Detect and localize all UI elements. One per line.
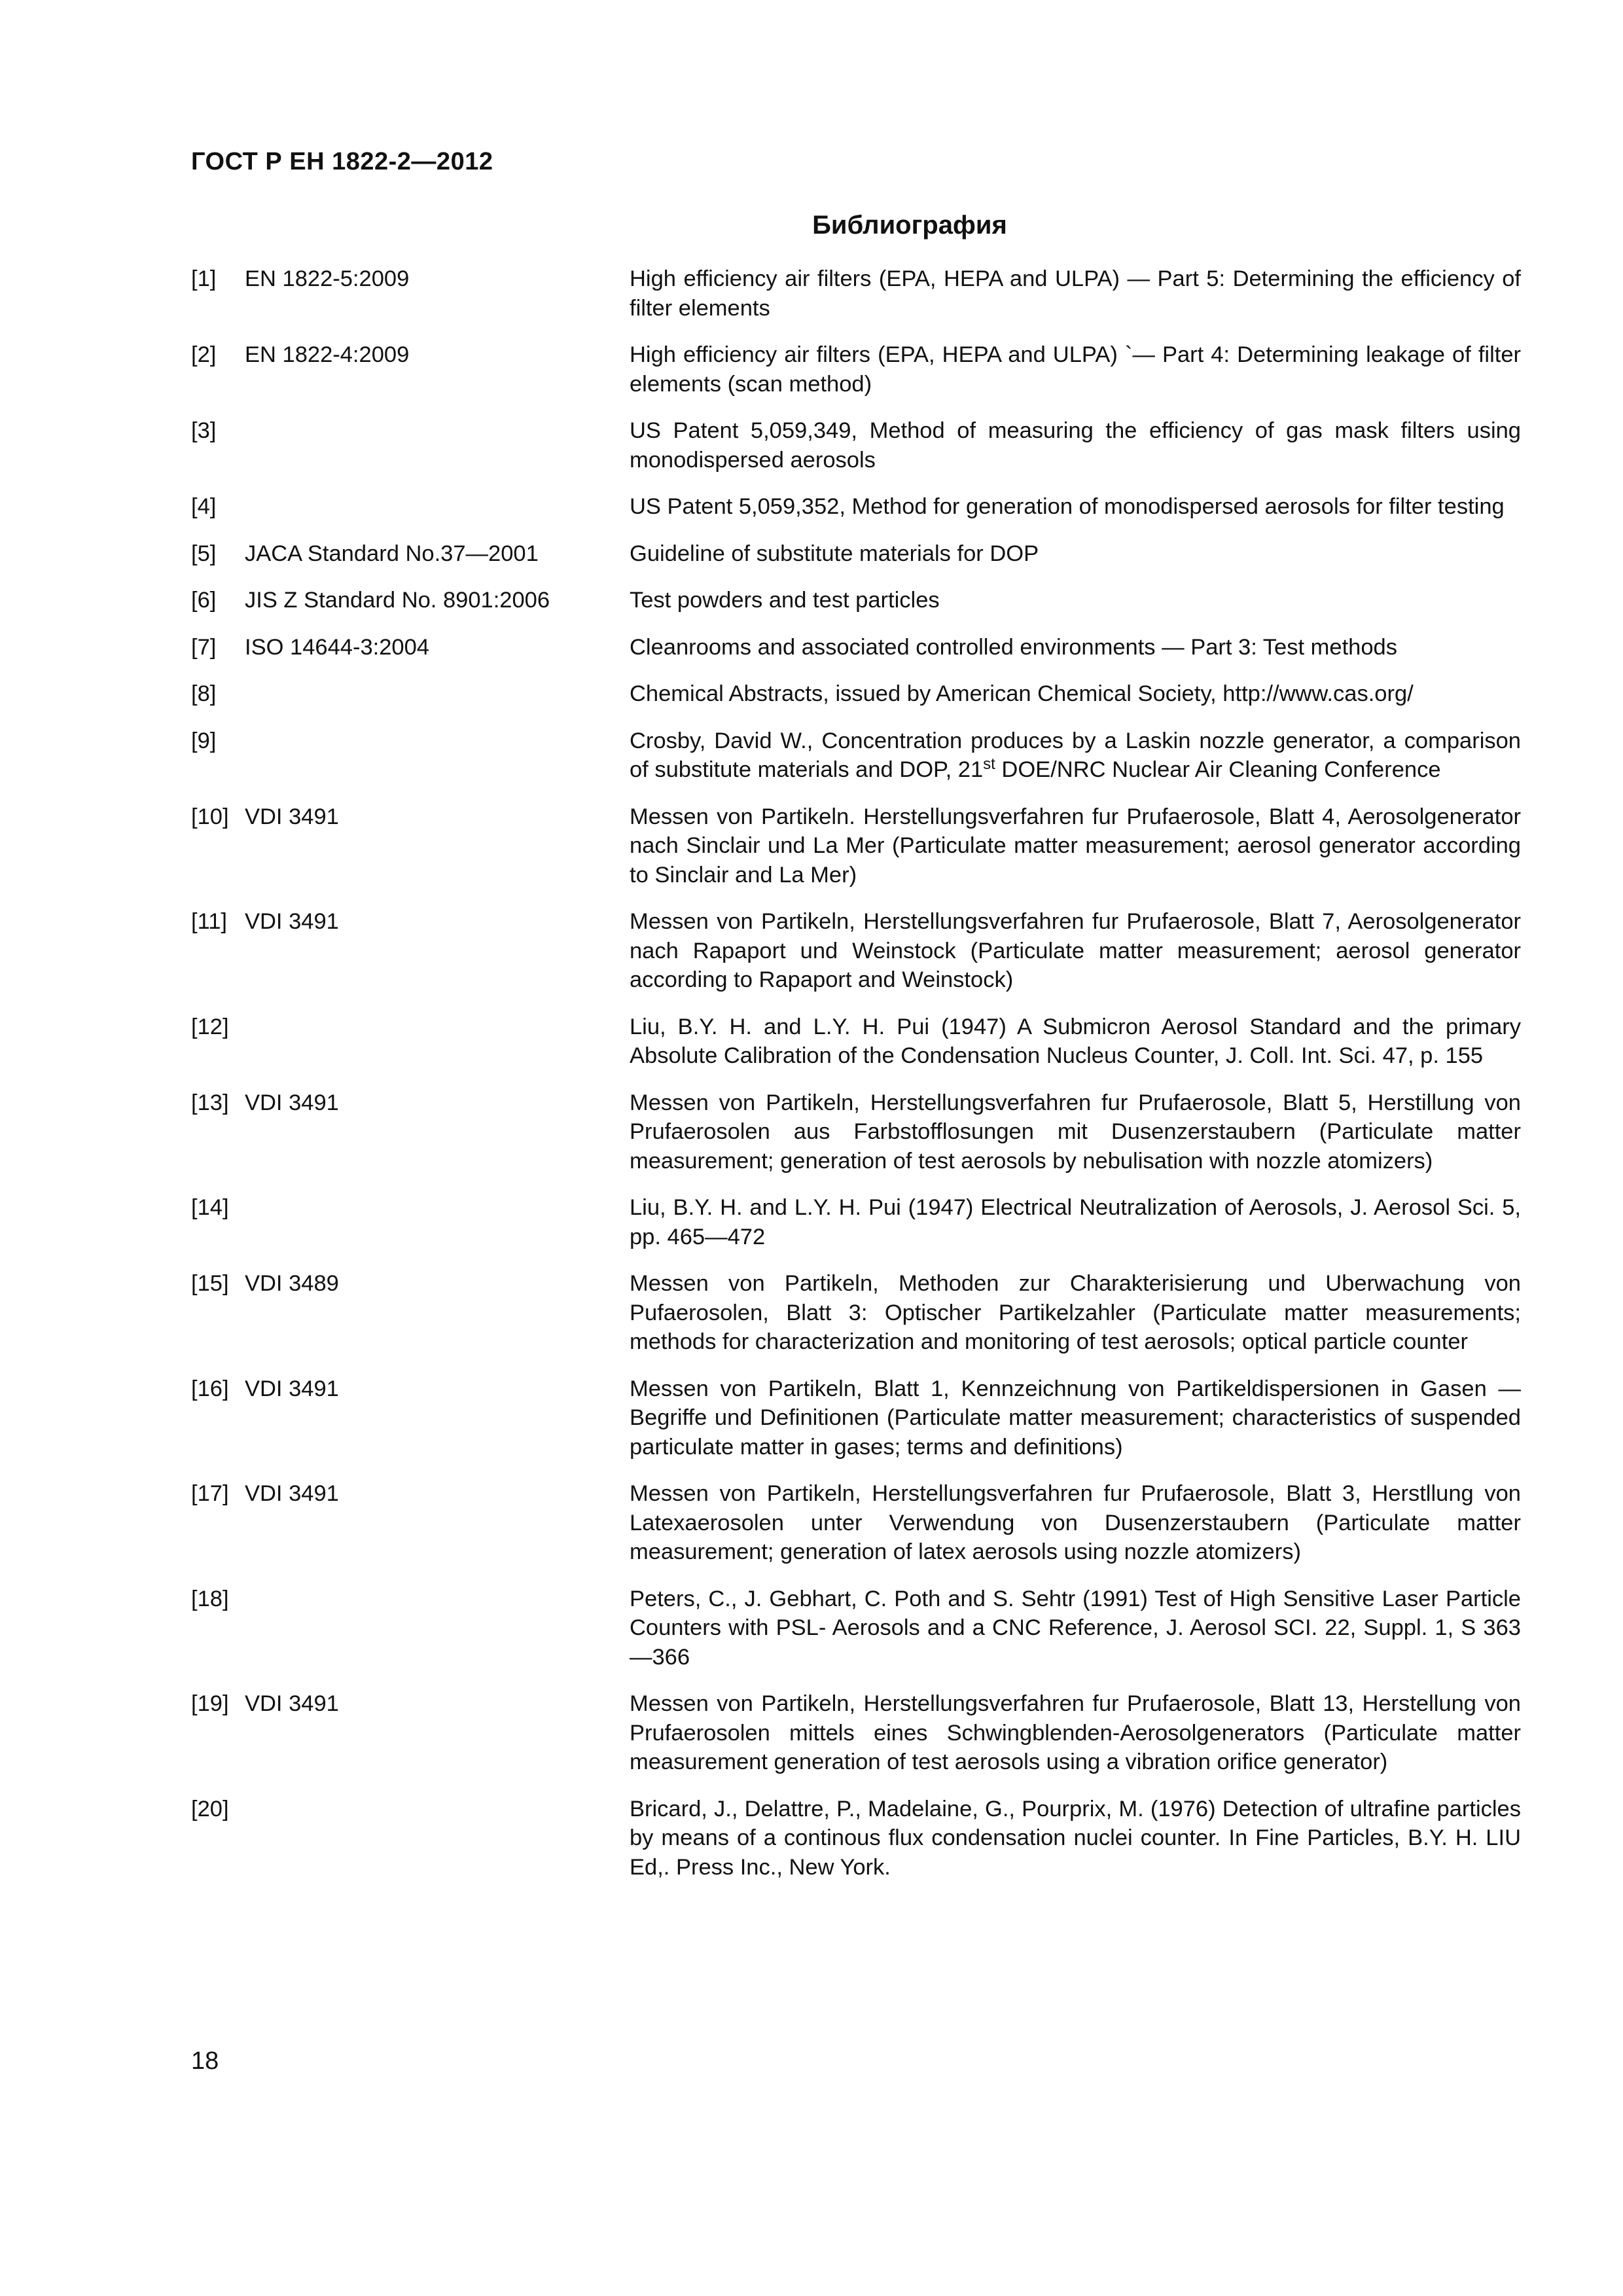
bibliography-entry: [191, 492, 1521, 522]
entry-description: Messen von Partikeln, Blatt 1, Kennzeichnung von Partikeldispersionen in Gasen — Begriffe und Definitionen (Particulate matter measurement; characteristics of suspended particulate matter in gases; terms and definitions): [630, 1376, 1521, 1460]
entry-number: [7]: [191, 634, 217, 660]
entry-number: [18]: [191, 1586, 229, 1611]
bibliography-entry: [191, 907, 1521, 995]
bibliography-list: [191, 264, 1521, 1899]
entry-standard: VDI 3491: [245, 1691, 339, 1716]
page-number: 18: [191, 2047, 219, 2075]
entry-standard: [245, 1795, 630, 1882]
bibliography-entry: [191, 1374, 1521, 1462]
bibliography-title: Библиография: [812, 211, 1007, 240]
entry-description-part: DOE/NRC Nuclear Air Cleaning Conference: [995, 757, 1441, 782]
entry-standard: VDI 3491: [245, 1481, 339, 1506]
bibliography-entry: [191, 586, 1521, 615]
entry-standard: JIS Z Standard No. 8901:2006: [245, 588, 550, 613]
entry-standard: [245, 726, 630, 785]
bibliography-entry: [191, 1269, 1521, 1357]
entry-standard: [245, 416, 630, 475]
entry-number: [12]: [191, 1014, 229, 1039]
entry-standard: [245, 1585, 630, 1672]
entry-number: [6]: [191, 588, 217, 613]
entry-standard: EN 1822-4:2009: [245, 342, 410, 367]
entry-standard: VDI 3491: [245, 1090, 339, 1115]
entry-description: [630, 726, 1521, 785]
entry-description: High efficiency air filters (EPA, HEPA and ULPA) — Part 5: Determining the efficiency of filter elements: [630, 266, 1521, 321]
entry-description: Peters, C., J. Gebhart, C. Poth and S. Sehtr (1991) Test of High Sensitive Laser Particle Counters with PSL- Aerosols and a CNC Reference, J. Aerosol SCI. 22, Suppl. 1, S 363—366: [630, 1586, 1521, 1670]
entry-number: [16]: [191, 1376, 229, 1401]
entry-description: Messen von Partikeln, Herstellungsverfahren fur Prufaerosole, Blatt 3, Herstllung von Latexaerosolen unter Verwendung von Dusenzerstaubern (Particulate matter measurement; generation of latex aerosols using nozzle atomizers): [630, 1481, 1521, 1564]
entry-description: Cleanrooms and associated controlled environments — Part 3: Test methods: [630, 634, 1397, 660]
entry-number: [4]: [191, 494, 217, 519]
entry-description: Messen von Partikeln. Herstellungsverfahren fur Prufaerosole, Blatt 4, Aerosolgenerator nach Sinclair und La Mer (Particulate matter measurement; aerosol generator according to Sinclair and La Mer): [630, 804, 1521, 888]
ordinal-superscript: st: [983, 755, 995, 773]
entry-description: Messen von Partikeln, Herstellungsverfahren fur Prufaerosole, Blatt 7, Aerosolgenerator nach Rapaport und Weinstock (Particulate matter measurement; aerosol generator according to Rapaport and Weinstock): [630, 909, 1521, 992]
entry-number: [8]: [191, 681, 217, 706]
bibliography-entry: [191, 1689, 1521, 1777]
entry-number: [17]: [191, 1481, 229, 1506]
bibliography-entry: [191, 1193, 1521, 1251]
entry-number: [20]: [191, 1796, 229, 1821]
entry-description: US Patent 5,059,349, Method of measuring the efficiency of gas mask filters using monodispersed aerosols: [630, 418, 1521, 473]
bibliography-entry: [191, 1585, 1521, 1672]
entry-standard: VDI 3491: [245, 1376, 339, 1401]
bibliography-entry: [191, 416, 1521, 475]
bibliography-entry: [191, 340, 1521, 399]
bibliography-entry: [191, 1013, 1521, 1071]
entry-standard: [245, 1193, 630, 1251]
entry-description: Messen von Partikeln, Methoden zur Charakterisierung und Uberwachung von Pufaerosolen, Blatt 3: Optischer Partikelzahler (Particulate matter measurements; methods for characterization and monitoring of test aerosols; optical particle counter: [630, 1271, 1521, 1354]
document-code-header: ГОСТ Р ЕН 1822-2—2012: [191, 148, 493, 175]
entry-number: [1]: [191, 266, 217, 291]
entry-standard: VDI 3491: [245, 804, 339, 829]
entry-description: US Patent 5,059,352, Method for generation of monodispersed aerosols for filter testing: [630, 494, 1505, 519]
entry-number: [2]: [191, 342, 217, 367]
bibliography-entry: [191, 679, 1521, 709]
entry-number: [3]: [191, 418, 217, 443]
entry-number: [14]: [191, 1195, 229, 1220]
entry-number: [15]: [191, 1271, 229, 1296]
entry-description: High efficiency air filters (EPA, HEPA and ULPA) `— Part 4: Determining leakage of filter elements (scan method): [630, 342, 1521, 397]
entry-description: Test powders and test particles: [630, 588, 940, 613]
entry-number: [10]: [191, 804, 229, 829]
entry-description: Liu, B.Y. H. and L.Y. H. Pui (1947) A Submicron Aerosol Standard and the primary Absolute Calibration of the Condensation Nucleus Counter, J. Coll. Int. Sci. 47, p. 155: [630, 1014, 1521, 1068]
entry-standard: JACA Standard No.37—2001: [245, 541, 539, 566]
entry-number: [11]: [191, 909, 227, 934]
bibliography-entry: [191, 633, 1521, 662]
bibliography-entry: [191, 802, 1521, 890]
entry-description: Chemical Abstracts, issued by American Chemical Society, http://www.cas.org/: [630, 681, 1414, 706]
entry-standard: [245, 1013, 630, 1071]
entry-number: [13]: [191, 1090, 229, 1115]
entry-number: [9]: [191, 728, 217, 753]
bibliography-entry: [191, 539, 1521, 569]
entry-description-part: Crosby, David W., Concentration produces by a Laskin nozzle generator, a comparison of substitute materials and DOP, 21: [630, 728, 1521, 782]
entry-standard: [245, 492, 630, 522]
entry-number: [5]: [191, 541, 217, 566]
entry-standard: [245, 679, 630, 709]
entry-description: Liu, B.Y. H. and L.Y. H. Pui (1947) Electrical Neutralization of Aerosols, J. Aerosol Sci. 5, pp. 465—472: [630, 1195, 1521, 1249]
entry-standard: VDI 3491: [245, 909, 339, 934]
entry-description: Guideline of substitute materials for DOP: [630, 541, 1039, 566]
bibliography-entry: [191, 264, 1521, 323]
entry-description: Messen von Partikeln, Herstellungsverfahren fur Prufaerosole, Blatt 13, Herstellung von Prufaerosolen mittels eines Schwingblenden-Aerosolgenerators (Particulate matter measurement generation of test aerosols using a vibration orifice generator): [630, 1691, 1521, 1774]
entry-number: [19]: [191, 1691, 229, 1716]
entry-standard: VDI 3489: [245, 1271, 339, 1296]
bibliography-entry: [191, 1088, 1521, 1176]
bibliography-entry: [191, 1479, 1521, 1567]
entry-standard: ISO 14644-3:2004: [245, 634, 429, 660]
entry-standard: EN 1822-5:2009: [245, 266, 410, 291]
entry-description: Bricard, J., Delattre, P., Madelaine, G., Pourprix, M. (1976) Detection of ultrafine particles by means of a continous flux condensation nuclei counter. In Fine Particles, B.Y. H. LIU Ed,. Press Inc., New York.: [630, 1796, 1521, 1880]
entry-description: Messen von Partikeln, Herstellungsverfahren fur Prufaerosole, Blatt 5, Herstillung von Prufaerosolen aus Farbstofflosungen mit Dusenzerstaubern (Particulate matter measurement; generation of test aerosols by nebulisation with nozzle atomizers): [630, 1090, 1521, 1174]
bibliography-entry: [191, 726, 1521, 785]
bibliography-entry: [191, 1795, 1521, 1882]
